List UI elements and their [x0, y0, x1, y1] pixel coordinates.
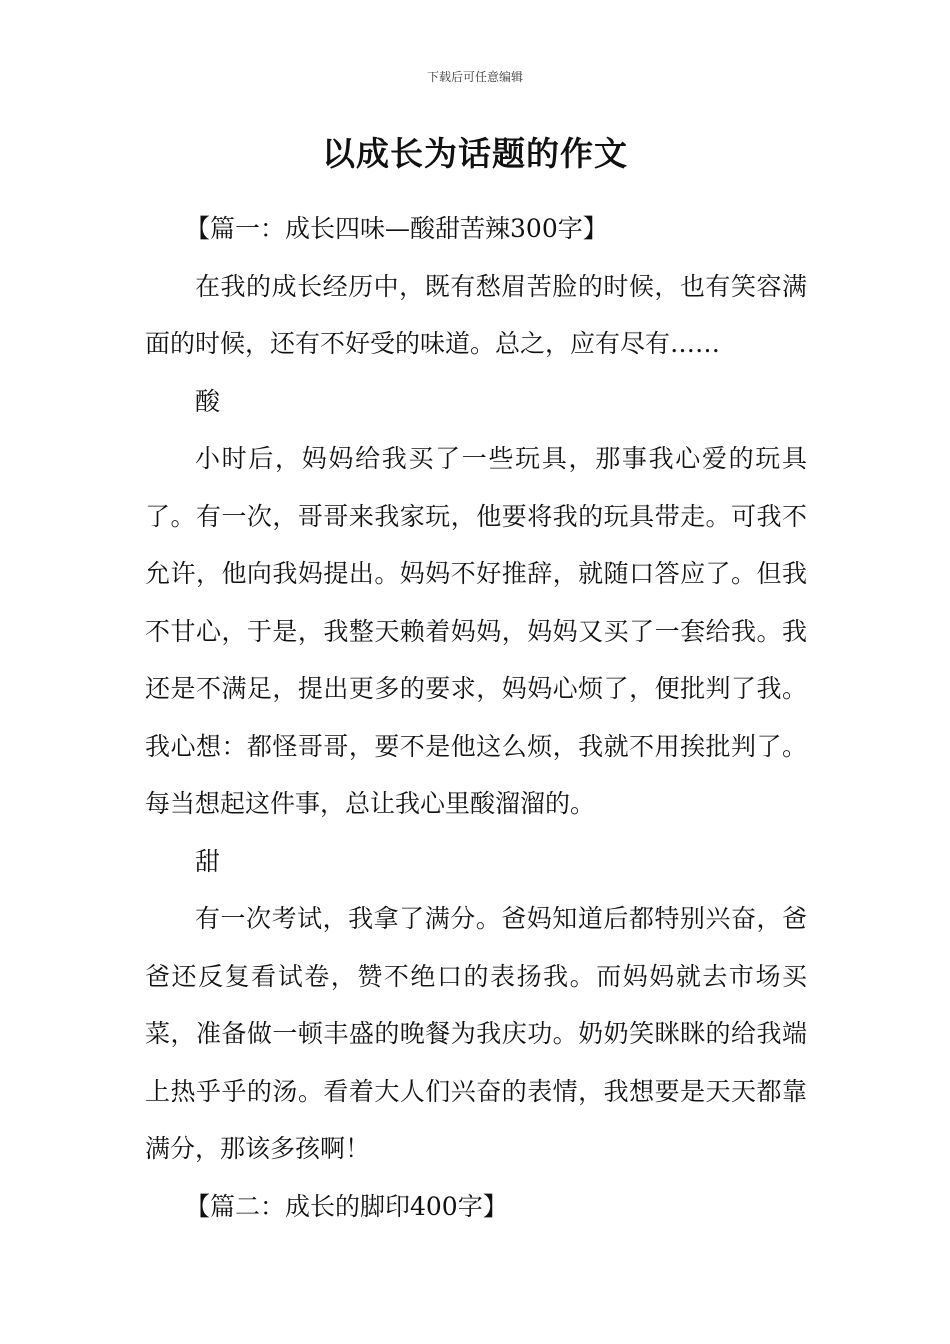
- paragraph-sour: 小时后，妈妈给我买了一些玩具，那事我心爱的玩具了。有一次，哥哥来我家玩，他要将我的玩具带走。可我不允许，他向我妈提出。妈妈不好推辞，就随口答应了。但我不甘心，于是，我整天赖着妈妈，妈妈又买了一套给我。我还是不满足，提出更多的要求，妈妈心烦了，便批判了我。我心想：都怪哥哥，要不是他这么烦，我就不用挨批判了。每当想起这件事，总让我心里酸溜溜的。: [145, 444, 807, 818]
- document-body: [145, 200, 807, 1235]
- subheading-sour: 酸: [195, 386, 221, 416]
- section-heading-2: 【篇二：成长的脚印400字】: [185, 1191, 508, 1221]
- paragraph-sweet: 有一次考试，我拿了满分。爸妈知道后都特别兴奋，爸爸还反复看试卷，赞不绝口的表扬我。而妈妈就去市场买菜，准备做一顿丰盛的晚餐为我庆功。奶奶笑眯眯的给我端上热乎乎的汤。看着大人们兴奋的表情，我想要是天天都靠满分，那该多孩啊！: [145, 904, 807, 1163]
- subheading-sweet: 甜: [195, 846, 221, 876]
- section-heading-1: 【篇一：成长四味—酸甜苦辣300字】: [185, 214, 608, 243]
- header-note: 下载后可任意编辑: [426, 70, 523, 84]
- paragraph-intro: 在我的成长经历中，既有愁眉苦脸的时候，也有笑容满面的时候，还有不好受的味道。总之，应有尽有……: [145, 271, 807, 358]
- document-title: 以成长为话题的作文: [322, 134, 628, 173]
